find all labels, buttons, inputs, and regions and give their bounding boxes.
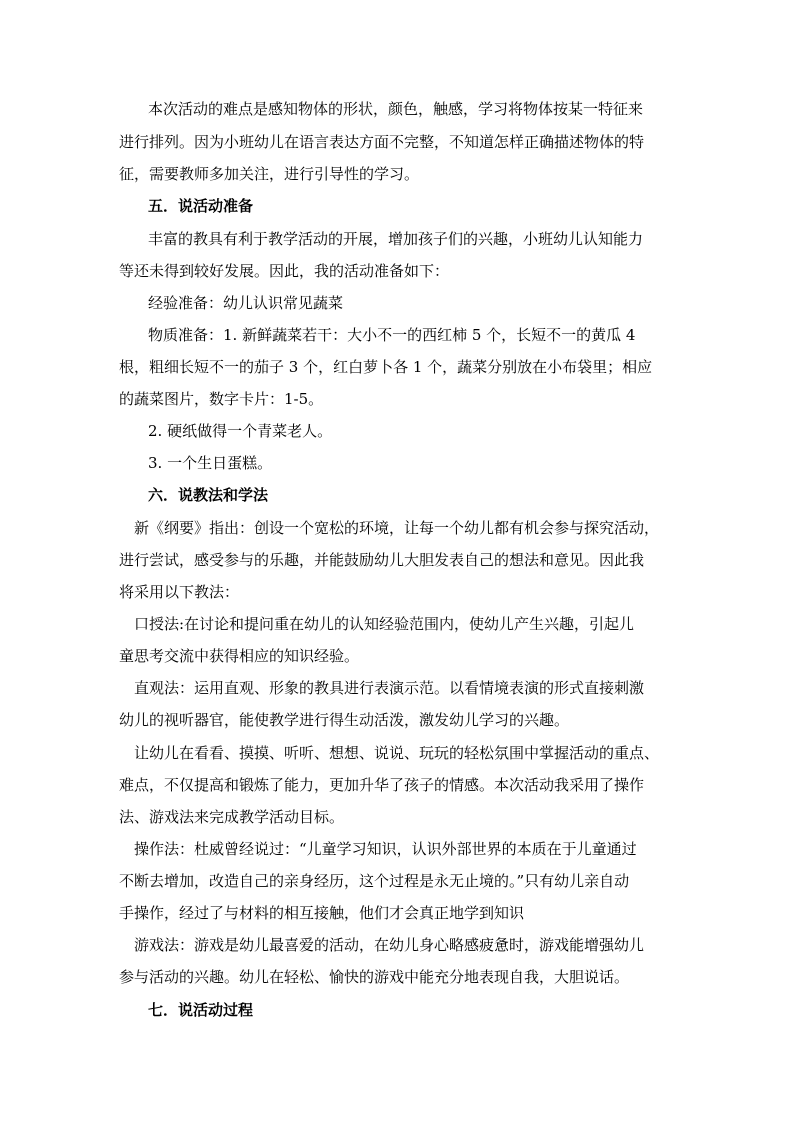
paragraph-oral-method-line-2: 童思考交流中获得相应的知识经验。: [119, 647, 360, 665]
paragraph-material-prep-line-1: 物质准备：1. 新鲜蔬菜若干：大小不一的西红柿 5 个，长短不一的黄瓜 4: [148, 326, 636, 344]
paragraph-difficulty-line-2: 进行排列。因为小班幼儿在语言表达方面不完整，不知道怎样正确描述物体的特: [119, 133, 645, 151]
paragraph-game-method-line-2: 参与活动的兴趣。幼儿在轻松、愉快的游戏中能充分地表现自我，大胆说话。: [119, 968, 630, 986]
heading-activity-process: 七．说活动过程: [148, 1001, 254, 1019]
heading-activity-preparation: 五．说活动准备: [148, 197, 254, 215]
paragraph-guideline-line-3: 将采用以下教法：: [119, 583, 240, 601]
paragraph-operation-method-line-2: 不断去增加，改造自己的亲身经历，这个过程是永无止境的。”只有幼儿亲自动: [119, 872, 630, 890]
paragraph-intuitive-method-line-2: 幼儿的视听器官，能使教学进行得生动活泼，激发幼儿学习的兴趣。: [119, 711, 570, 729]
paragraph-teaching-aids-line-2: 等还未得到较好发展。因此，我的活动准备如下：: [119, 262, 450, 280]
paragraph-oral-method-line-1: 口授法:在讨论和提问重在幼儿的认知经验范围内，使幼儿产生兴趣，引起儿: [134, 615, 635, 633]
heading-teaching-methods: 六．说教法和学法: [148, 486, 269, 504]
paragraph-game-method-line-1: 游戏法：游戏是幼儿最喜爱的活动，在幼儿身心略感疲惫时，游戏能增强幼儿: [134, 936, 645, 954]
paragraph-experience-prep: 经验准备：幼儿认识常见蔬菜: [148, 294, 344, 312]
paragraph-guideline-line-1: 新《纲要》指出：创设一个宽松的环境，让每一个幼儿都有机会参与探究活动，: [134, 519, 660, 537]
paragraph-material-prep-line-2: 根，粗细长短不一的茄子 3 个，红白萝卜各 1 个，蔬菜分别放在小布袋里；相应: [119, 358, 653, 376]
paragraph-learning-line-2: 难点，不仅提高和锻炼了能力，更加升华了孩子的情感。本次活动我采用了操作: [119, 776, 645, 794]
paragraph-material-prep-line-3: 的蔬菜图片，数字卡片：1-5。: [119, 390, 324, 408]
paragraph-intuitive-method-line-1: 直观法：运用直观、形象的教具进行表演示范。以看情境表演的形式直接刺激: [134, 679, 645, 697]
paragraph-operation-method-line-3: 手操作，经过了与材料的相互接触，他们才会真正地学到知识: [119, 904, 525, 922]
paragraph-material-item-3: 3. 一个生日蛋糕。: [148, 454, 273, 472]
paragraph-learning-line-3: 法、游戏法来完成教学活动目标。: [119, 808, 345, 826]
paragraph-teaching-aids-line-1: 丰富的教具有利于教学活动的开展，增加孩子们的兴趣，小班幼儿认知能力: [148, 230, 644, 248]
paragraph-guideline-line-2: 进行尝试，感受参与的乐趣，并能鼓励幼儿大胆发表自己的想法和意见。因此我: [119, 551, 645, 569]
paragraph-operation-method-line-1: 操作法：杜威曾经说过：“儿童学习知识，认识外部世界的本质在于儿童通过: [134, 840, 637, 858]
paragraph-material-item-2: 2. 硬纸做得一个青菜老人。: [148, 422, 333, 440]
paragraph-difficulty-line-3: 征，需要教师多加关注，进行引导性的学习。: [119, 165, 420, 183]
paragraph-learning-line-1: 让幼儿在看看、摸摸、听听、想想、说说、玩玩的轻松氛围中掌握活动的重点、: [134, 744, 660, 762]
paragraph-difficulty-line-1: 本次活动的难点是感知物体的形状，颜色，触感，学习将物体按某一特征来: [148, 100, 644, 118]
